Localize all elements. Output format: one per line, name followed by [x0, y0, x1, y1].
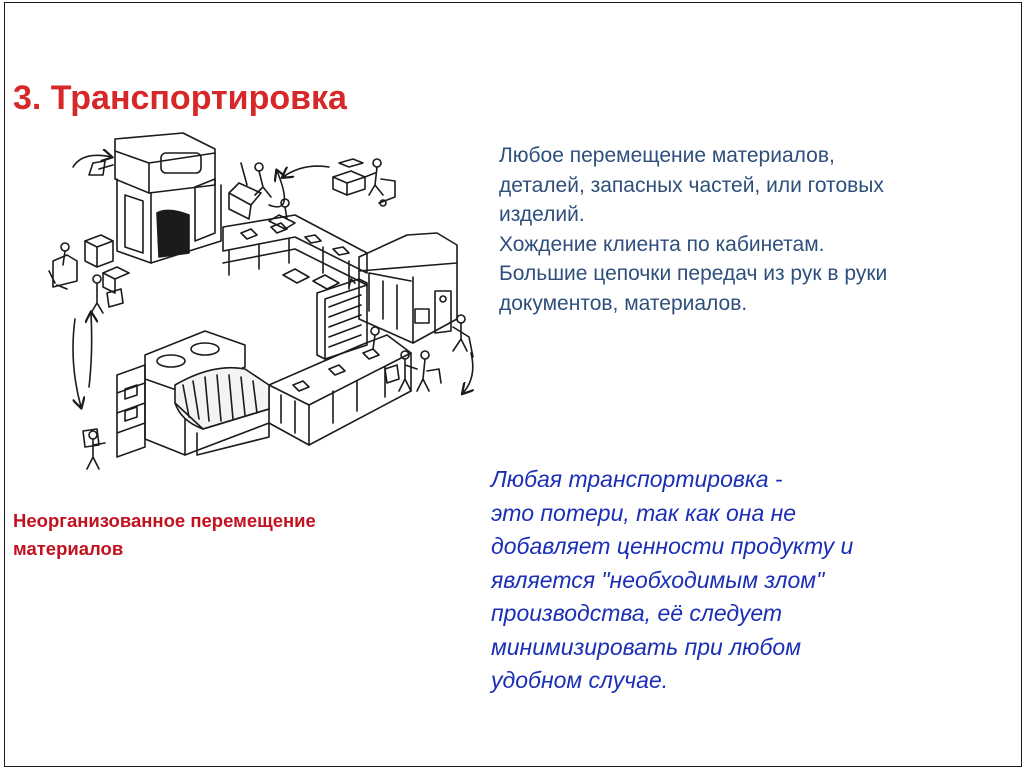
description-line: документов, материалов. — [499, 291, 748, 315]
slide — [4, 2, 1022, 767]
description-line: деталей, запасных частей, или готовых — [499, 173, 884, 197]
description-line: изделий. — [499, 203, 585, 226]
caption-line: материалов — [13, 538, 124, 559]
conveyor-lower — [269, 327, 411, 445]
quote-line: добавляет ценности продукту и — [491, 533, 854, 559]
description-line: Хождение клиента по кабинетам. — [499, 232, 825, 256]
illustration-caption — [13, 507, 453, 563]
quote-line: производства, её следует — [491, 600, 783, 626]
quote-block — [491, 463, 1011, 698]
slide-title: 3. Транспортировка — [13, 79, 347, 117]
workers-dolly — [229, 163, 295, 229]
press-machine — [145, 331, 269, 455]
quote-line: Любая транспортировка - — [491, 466, 783, 492]
machine-top-left — [73, 133, 221, 263]
quote-line: минимизировать при любом — [491, 633, 801, 660]
workers-right — [385, 351, 473, 393]
quote-line: удобном случае. — [491, 667, 669, 693]
factory-sketch-icon — [33, 123, 503, 473]
description-line: Любое перемещение материалов, — [499, 144, 835, 167]
description — [499, 141, 1009, 318]
conveyor-upper — [223, 215, 367, 289]
shelving-left — [73, 313, 145, 469]
worker-boxes-right — [283, 159, 395, 206]
quote-line: является "необходимым злом" — [491, 566, 825, 593]
quote-line: это потери, так как она не — [491, 499, 797, 526]
description-line: Большие цепочки передач из рук в руки — [499, 262, 888, 285]
caption-line: Неорганизованное перемещение — [13, 510, 316, 531]
